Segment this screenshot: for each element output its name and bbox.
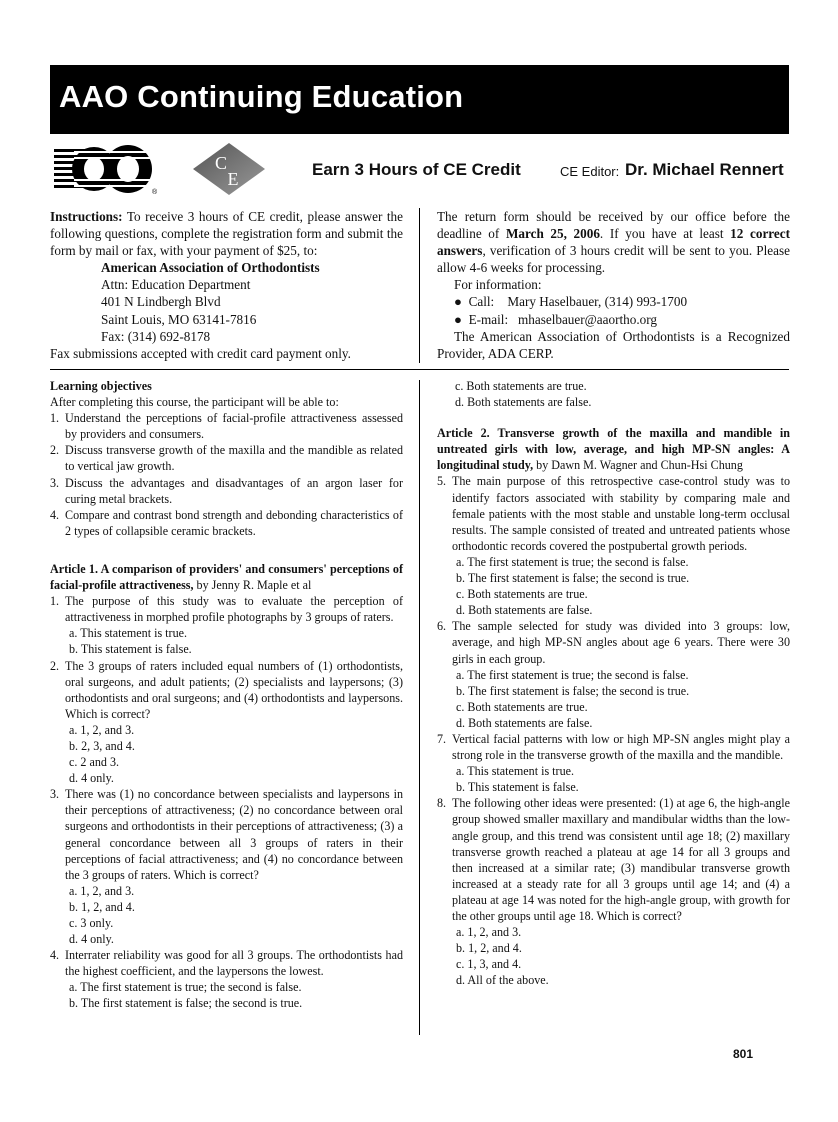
contact-phone: ● Call: Mary Haselbauer, (314) 993-1700: [454, 294, 688, 310]
column-divider-top: [419, 208, 420, 363]
question-7: 7. Vertical facial patterns with low or high MP-SN angles might play a strong role in the transverse growth of the maxilla and the mandible.: [437, 731, 790, 763]
section-divider: [50, 369, 789, 370]
question-6: 6. The sample selected for study was divided into 3 groups: low, average, and high MP-SN angles about age 6 years. There were 30 girls in each group.: [437, 619, 790, 666]
list-item: 2. Discuss transverse growth of the maxilla and the mandible as related to vertical jaw growth.: [50, 443, 403, 474]
svg-text:®: ®: [152, 189, 158, 196]
ce-credit-heading: Earn 3 Hours of CE Credit: [312, 160, 521, 179]
left-column: Learning objectives After completing this course, the participant will be able to: 1. Understand the perceptions of facial-profile attractiveness assessed by providers and consumers. 2. Discuss transverse growth of the maxilla and the mandible as related to vertical jaw growth. 3. Discuss the advantages and disadvantages of an argon laser for curing metal brackets. 4. Compare and contrast bond strength and debonding characteristics of 2 types of collapsible ceramic brackets. Article 1. A comparison of providers' and consumers' perceptions of facial-profile attractiveness, by Jenny R. Maple et al 1. The purpose of this study was to evaluate the perception of attractiveness in morphed profile photographs by 3 groups of raters. a. This statement is true. b. This statement is false. 2. The 3 groups of raters included equal numbers of (1) orthodontists, oral surgeons, and adult patients; (2) specialists and laypersons; (3) orthodontists and oral surgeons; and (4) orthodontists and laypersons. Which is correct? a. 1, 2, and 3. b. 2, 3, and 4. c. 2 and 3. d. 4 only. 3. There was (1) no concordance between specialists and laypersons in their perceptions of attractiveness; (2) no concordance between oral surgeons and orthodontists in their perceptions of attractiveness; (3) a general concordance between all 3 groups of raters in their perceptions of facial attractiveness; and (4) no concordance between the 3 groups of raters. Which is correct? a. 1, 2, and 3. b. 1, 2, and 4. c. 3 only. d. 4 only. 4. Interrater reliability was good for all 3 groups. The orthodontists had the highest coefficient, and the laypersons the lowest. a. The first statement is true; the second is false. b. The first statement is false; the second is true.: [50, 379, 403, 1011]
list-item: 4. Compare and contrast bond strength and debonding characteristics of 2 types of collapsible ceramic brackets.: [50, 507, 403, 538]
editor-name: Dr. Michael Rennert: [625, 160, 784, 179]
article-2-heading: Article 2. Transverse growth of the maxilla and mandible in untreated girls with low, average, and high MP-SN angles: A longitudinal study, by Dawn M. Wagner and Chun-Hsi Chung: [437, 426, 790, 473]
page-number: 801: [733, 1047, 754, 1061]
editor-label: CE Editor:: [560, 164, 620, 179]
return-info-block: The return form should be received by our office before the deadline of March 25, 2006. If you have at least 12 correct answers, verification of 3 hours credit will be sent to you. Please allow 4-6 weeks for processing. For information: ● Call: Mary Haselbauer, (314) 993-1700 ● E-mail: mhaselbauer@aaortho.org The American Association of Orthodontists is a Recognized Provider, ADA CERP.: [437, 209, 791, 361]
bullet-icon: ●: [454, 311, 469, 327]
org-name: American Association of Orthodontists: [101, 260, 320, 276]
list-item: 1. Understand the perceptions of facial-profile attractiveness assessed by providers and consumers.: [50, 411, 403, 442]
right-column: c. Both statements are true. d. Both statements are false. Article 2. Transverse growth of the maxilla and mandible in untreated girls with low, average, and high MP-SN angles: A longitudinal study, by Dawn M. Wagner and Chun-Hsi Chung 5. The main purpose of this retrospective case-control study was to identify factors associated with stability by comparing male and female patients with the most stable and unstable long-term occlusal results. The sample consisted of treated and untreated patients whose orthodontic records covered the postpubertal growth periods. a. The first statement is true; the second is false. b. The first statement is false; the second is true. c. Both statements are true. d. Both statements are false. 6. The sample selected for study was divided into 3 groups: low, average, and high MP-SN angles about age 6 years. There were 30 girls in each group. a. The first statement is true; the second is false. b. The first statement is false; the second is true. c. Both statements are true. d. Both statements are false. 7. Vertical facial patterns with low or high MP-SN angles might play a strong role in the transverse growth of the maxilla and the mandible. a. This statement is true. b. This statement is false. 8. The following other ideas were presented: (1) at age 6, the high-angle group showed smaller maxillary and mandibular widths than the low-angle group, and this trend was consistent until age 18; (2) maxillary transverse growth reached a plateau at age 14 for all 3 groups and then increased at a similar rate; (3) mandibular transverse growth increased at a steady rate for all 3 groups until age 14; and (4) a plateau at age 14 was noted for the high-angle group, with growth for the other groups until age 18. Which is correct? a. 1, 2, and 3. b. 1, 2, and 4. c. 1, 3, and 4. d. All of the above.: [437, 379, 790, 988]
column-divider-main: [419, 380, 420, 1035]
ce-logo-icon: [193, 143, 265, 195]
question-2: 2. The 3 groups of raters included equal numbers of (1) orthodontists, oral surgeons, and adult patients; (2) specialists and laypersons; (3) orthodontists and oral surgeons; and (4) orthodontists and laypersons. Which is correct?: [50, 658, 403, 721]
question-8: 8. The following other ideas were presented: (1) at age 6, the high-angle group showed smaller maxillary and mandibular widths than the low-angle group, and this trend was consistent until age 18; (2) maxillary transverse growth reached a plateau at age 14 for all 3 groups and then increased at a similar rate; (3) mandibular transverse growth increased at a steady rate for all 3 groups until age 14; and (4) a plateau at age 14 was noted for the high-angle group, with growth for the other groups until age 18. Which is correct?: [437, 796, 790, 923]
bullet-icon: ●: [454, 294, 469, 310]
instructions-block: Instructions: To receive 3 hours of CE credit, please answer the following questions, complete the registration form and submit the form by mail or fax, with your payment of $25, to: American Association of Orthodontists Attn: Education Department 401 N Lindbergh Blvd Saint Louis, MO 63141-7816 Fax: (314) 692-8178 Fax submissions accepted with credit card payment only.: [50, 209, 403, 361]
question-5: 5. The main purpose of this retrospective case-control study was to identify factors associated with stability by comparing male and female patients with the most stable and unstable long-term occlusal results. The sample consisted of treated and untreated patients whose orthodontic records covered the postpubertal growth periods.: [437, 474, 790, 553]
objectives-heading: Learning objectives: [50, 379, 152, 393]
svg-text:C: C: [214, 153, 228, 173]
list-item: 3. Discuss the advantages and disadvantages of an argon laser for curing metal brackets.: [50, 475, 403, 506]
svg-text:E: E: [227, 169, 239, 189]
question-4: 4. Interrater reliability was good for all 3 groups. The orthodontists had the highest coefficient, and the laypersons the lowest.: [50, 948, 403, 979]
question-3: 3. There was (1) no concordance between specialists and laypersons in their perceptions of attractiveness; (2) no concordance between oral surgeons and orthodontists in their perceptions of attractiveness; (3) a general concordance between all 3 groups of raters in their perceptions of facial attractiveness; and (4) no concordance between the 3 groups of raters. Which is correct?: [50, 787, 403, 882]
question-1: 1. The purpose of this study was to evaluate the perception of attractiveness in morphed profile photographs by 3 groups of raters.: [50, 594, 403, 625]
aao-logo-icon: [52, 143, 156, 195]
page-title: AAO Continuing Education: [59, 79, 464, 114]
contact-email: ● E-mail: mhaselbauer@aaortho.org: [454, 311, 657, 327]
article-1-heading: Article 1. A comparison of providers' and consumers' perceptions of facial-profile attractiveness, by Jenny R. Maple et al: [50, 561, 403, 593]
title-banner: [50, 65, 789, 134]
